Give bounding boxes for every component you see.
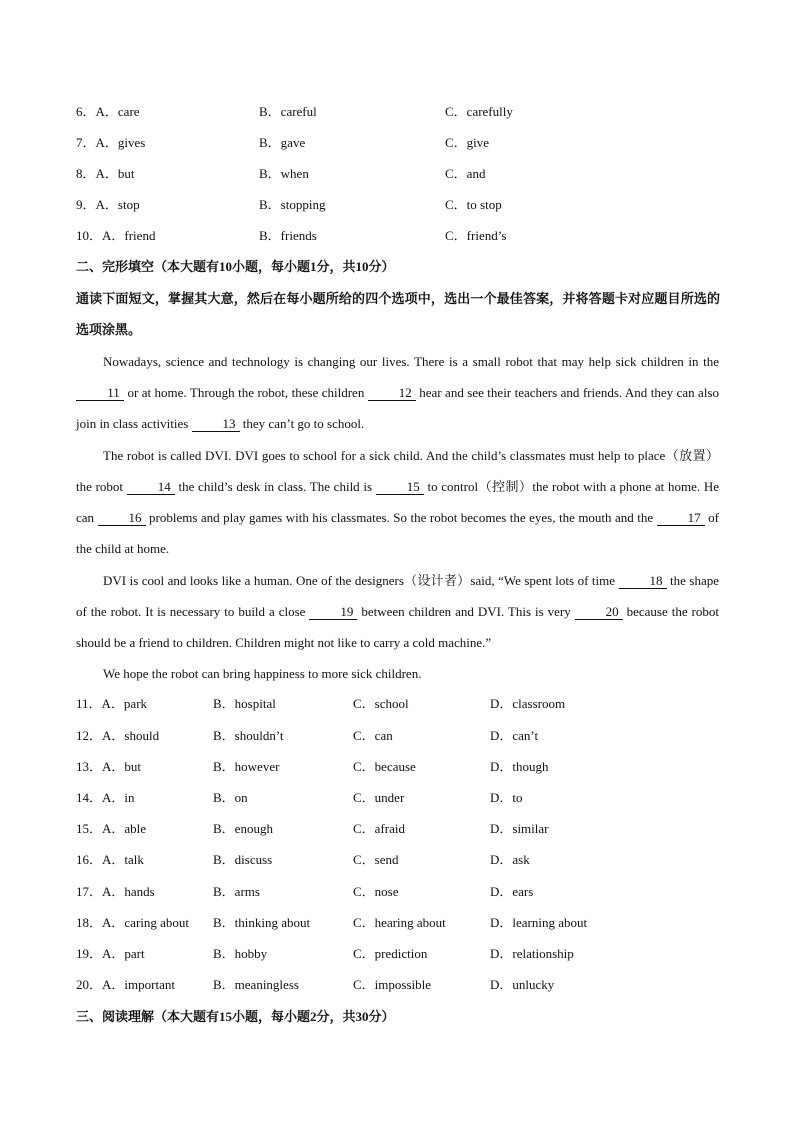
blank-16: 16 [98, 511, 146, 526]
q9-option-b: B．stopping [259, 197, 326, 212]
q8-option-a: 8．A．but [76, 166, 135, 181]
q16-option-d: D．ask [490, 852, 530, 867]
q19-option-b: B．hobby [213, 946, 268, 961]
q13-option-b: B．however [213, 759, 280, 774]
q20-option-a: 20．A．important [76, 977, 175, 992]
q10-option-c: C．friend’s [445, 228, 507, 243]
q17-option-d: D．ears [490, 884, 534, 899]
q15-option-b: B．enough [213, 821, 273, 836]
blank-11: 11 [76, 386, 124, 401]
q12-option-a: 12．A．should [76, 728, 160, 743]
q7-option-b: B．gave [259, 135, 306, 150]
q8-option-b: B．when [259, 166, 309, 181]
q20-option-b: B．meaningless [213, 977, 299, 992]
blank-17: 17 [657, 511, 705, 526]
q17-option-b: B．arms [213, 884, 260, 899]
q6-option-c: C．carefully [445, 104, 513, 119]
q8-option-c: C．and [445, 166, 486, 181]
q15-option-c: C．afraid [353, 821, 405, 836]
q14-option-b: B．on [213, 790, 248, 805]
q19-option-d: D．relationship [490, 946, 574, 961]
q12-option-d: D．can’t [490, 728, 539, 743]
q17-option-a: 17．A．hands [76, 884, 155, 899]
section-2-instruction: 通读下面短文，掌握其大意，然后在每小题所给的四个选项中，选出一个最佳答案，并将答题卡对应题目所选的选项涂黑。 [76, 291, 720, 337]
q17-option-c: C．nose [353, 884, 399, 899]
q9-option-c: C．to stop [445, 197, 502, 212]
q18-option-c: C．hearing about [353, 915, 446, 930]
q14-option-a: 14．A．in [76, 790, 135, 805]
q20-option-d: D．unlucky [490, 977, 555, 992]
q11-option-a: 11．A．park [76, 696, 148, 711]
q7-option-c: C．give [445, 135, 490, 150]
q16-option-a: 16．A．talk [76, 852, 144, 867]
q10-option-a: 10．A．friend [76, 228, 156, 243]
q18-option-a: 18．A．caring about [76, 915, 190, 930]
q18-option-b: B．thinking about [213, 915, 311, 930]
blank-15: 15 [376, 480, 424, 495]
q20-option-c: C．impossible [353, 977, 432, 992]
q15-option-d: D．similar [490, 821, 549, 836]
blank-19: 19 [309, 605, 357, 620]
blank-18: 18 [619, 574, 667, 589]
blank-13: 13 [192, 417, 240, 432]
q19-option-c: C．prediction [353, 946, 428, 961]
q18-option-d: D．learning about [490, 915, 588, 930]
q9-option-a: 9．A．stop [76, 197, 140, 212]
q13-option-a: 13．A．but [76, 759, 142, 774]
q10-option-b: B．friends [259, 228, 317, 243]
q11-option-c: C．school [353, 696, 409, 711]
q16-option-c: C．send [353, 852, 399, 867]
passage-paragraph-1: Nowadays, science and technology is changing our lives. There is a small robot that may help sick children in the 11 or at home. Through the robot, these children 12 hear and see their teachers and friends. And they can also join in class activities 13 they can’t go to school. [76, 354, 719, 431]
q13-option-c: C．because [353, 759, 416, 774]
q13-option-d: D．though [490, 759, 549, 774]
q6-option-b: B．careful [259, 104, 317, 119]
q11-option-b: B．hospital [213, 696, 276, 711]
section-3-heading: 三、阅读理解（本大题有15小题，每小题2分，共30分） [76, 1009, 395, 1024]
q16-option-b: B．discuss [213, 852, 273, 867]
passage-paragraph-3: DVI is cool and looks like a human. One of the designers（设计者）said, “We spent lots of time 18 the shape of the robot. It is necessary to build a close 19 between children and DVI. This is very 20 because the robot should be a friend to children. Children might not like to carry a cold machine.” [76, 573, 719, 650]
blank-20: 20 [575, 605, 623, 620]
q14-option-d: D．to [490, 790, 523, 805]
q7-option-a: 7．A．gives [76, 135, 146, 150]
q11-option-d: D．classroom [490, 696, 566, 711]
blank-12: 12 [368, 386, 416, 401]
passage-paragraph-2: The robot is called DVI. DVI goes to school for a sick child. And the child’s classmates must help to place（放置）the robot 14 the child’s desk in class. The child is 15 to control（控制）the robot with a phone at home. He can 16 problems and play games with his classmates. So the robot becomes the eyes, the mouth and the 17 of the child at home. [76, 448, 719, 556]
q12-option-c: C．can [353, 728, 393, 743]
q19-option-a: 19．A．part [76, 946, 145, 961]
section-2-heading: 二、完形填空（本大题有10小题，每小题1分，共10分） [76, 259, 395, 274]
q15-option-a: 15．A．able [76, 821, 147, 836]
blank-14: 14 [127, 480, 175, 495]
q6-option-a: 6．A．care [76, 104, 140, 119]
passage-paragraph-4: We hope the robot can bring happiness to more sick children. [103, 666, 422, 681]
q12-option-b: B．shouldn’t [213, 728, 284, 743]
q14-option-c: C．under [353, 790, 405, 805]
